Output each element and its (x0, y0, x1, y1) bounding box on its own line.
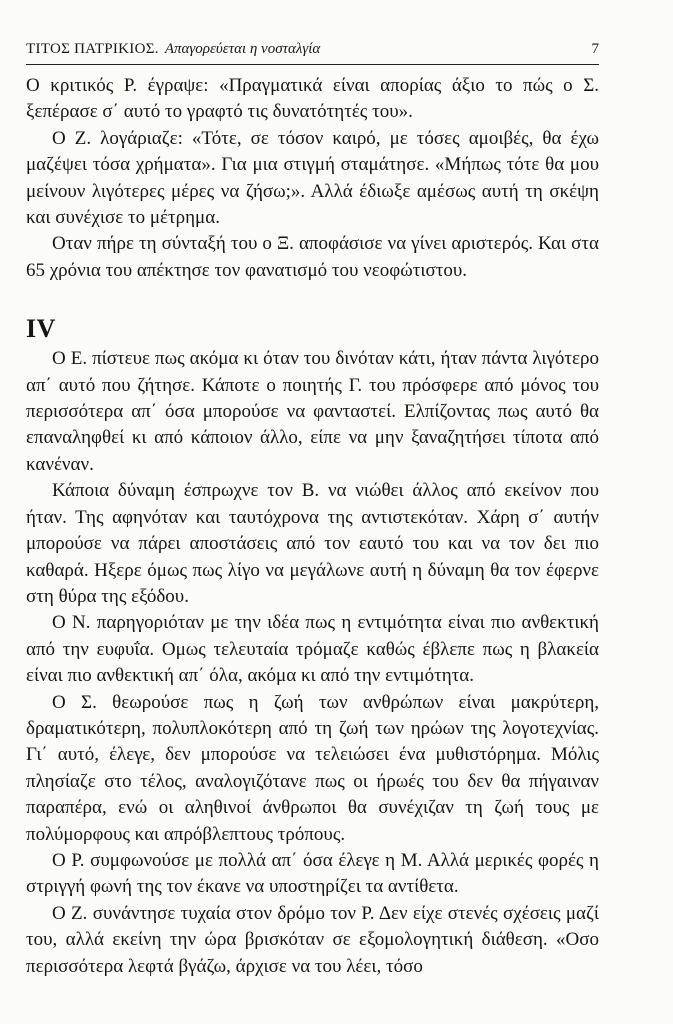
paragraph: Ο Ζ. λογάριαζε: «Τότε, σε τόσον καιρό, με τόσες αμοιβές, θα έχω μαζέψει τόσα χρήματα». Για μια στιγμή σταμάτησε. «Μήπως τότε θα μου μείνουν λιγότερες μέρες να ζήσω;». Αλλά έδιωξε αμέσως αυτή τη σκέψη και συνέχισε το μέτρημα. (26, 127, 599, 229)
page-number: 7 (591, 41, 599, 57)
section-heading: IV (26, 314, 56, 344)
header-title: Απαγορεύεται η νοσταλγία (164, 41, 321, 57)
paragraph: Οταν πήρε τη σύνταξή του ο Ξ. αποφάσισε να γίνει αριστερός. Και στα 65 χρόνια του απέκτησε τον φανατισμό του νεοφώτιστου. (26, 233, 599, 281)
running-header (26, 38, 599, 60)
paragraph: Ο Ζ. συνάντησε τυχαία στον δρόμο τον Ρ. Δεν είχε στενές σχέσεις μαζί του, αλλά εκείνη την ώρα βρισκόταν σε εξομολογητική διάθεση. «Οσο περισσότερα λεφτά βγάζω, άρχισε να του λέει, τόσο (26, 902, 599, 977)
paragraph: Ο Ρ. συμφωνούσε με πολλά απ΄ όσα έλεγε η Μ. Αλλά μερικές φορές η στριγγή φωνή της τον έκανε να υποστηρίζει τα αντίθετα. (26, 849, 599, 898)
header-rule (26, 64, 599, 65)
paragraph: Ο κριτικός Ρ. έγραψε: «Πραγματικά είναι απορίας άξιο το πώς ο Σ. ξεπέρασε σ΄ αυτό το γραφτό τις δυνατότητές του». (26, 75, 599, 123)
paragraph: Ο Ν. παρηγοριόταν με την ιδέα πως η εντιμότητα είναι πιο ανθεκτική από την ευφυΐα. Ομως τελευταία τρόμαζε καθώς έβλεπε πως η βλακεία είναι πιο ανθεκτική απ΄ όλα, ακόμα κι από την εντιμότητα. (26, 612, 599, 687)
paragraph: Ο Σ. θεωρούσε πως η ζωή των ανθρώπων είναι μακρύτερη, δραματικότερη, πολυπλοκότερη από τη ζωή των ηρώων της λογοτεχνίας. Γι΄ αυτό, έλεγε, δεν μπορούσε να τελειώσει ένα μυθιστόρημα. Μόλις πλησίαζε στο τέλος, αναλογιζότανε πως οι ήρωές του δεν θα πήγαιναν παραπέρα, ενώ οι αληθινοί άνθρωποι θα συνέχιζαν τη ζωή τους με πολύμορφους και απρόβλεπτους τρόπους. (26, 691, 599, 845)
paragraph: Ο Ε. πίστευε πως ακόμα κι όταν του δινόταν κάτι, ήταν πάντα λιγότερο απ΄ αυτό που ζήτησε. Κάποτε ο ποιητής Γ. του πρόσφερε από μόνος του περισσότερα απ΄ όσα μπορούσε να φανταστεί. Ελπίζοντας πως αυτό θα επαναληφθεί κι από κάποιον άλλο, είπε να μην ξαναζητήσει τίποτα από κανέναν. (26, 348, 599, 475)
paragraph: Κάποια δύναμη έσπρωχνε τον Β. να νιώθει άλλος από εκείνον που ήταν. Της αφηνόταν και ταυτόχρονα της αντιστεκόταν. Χάρη σ΄ αυτήν μπορούσε να πάρει αποστάσεις από τον εαυτό του και να τον δει πιο καθαρά. Ηξερε όμως πως λίγο να μεγάλωνε αυτή η δύναμη θα τον έφερνε στη θύρα της εξόδου. (26, 480, 599, 607)
body-text (26, 73, 599, 980)
header-author: ΤΙΤΟΣ ΠΑΤΡΙΚΙΟΣ. (26, 41, 159, 57)
